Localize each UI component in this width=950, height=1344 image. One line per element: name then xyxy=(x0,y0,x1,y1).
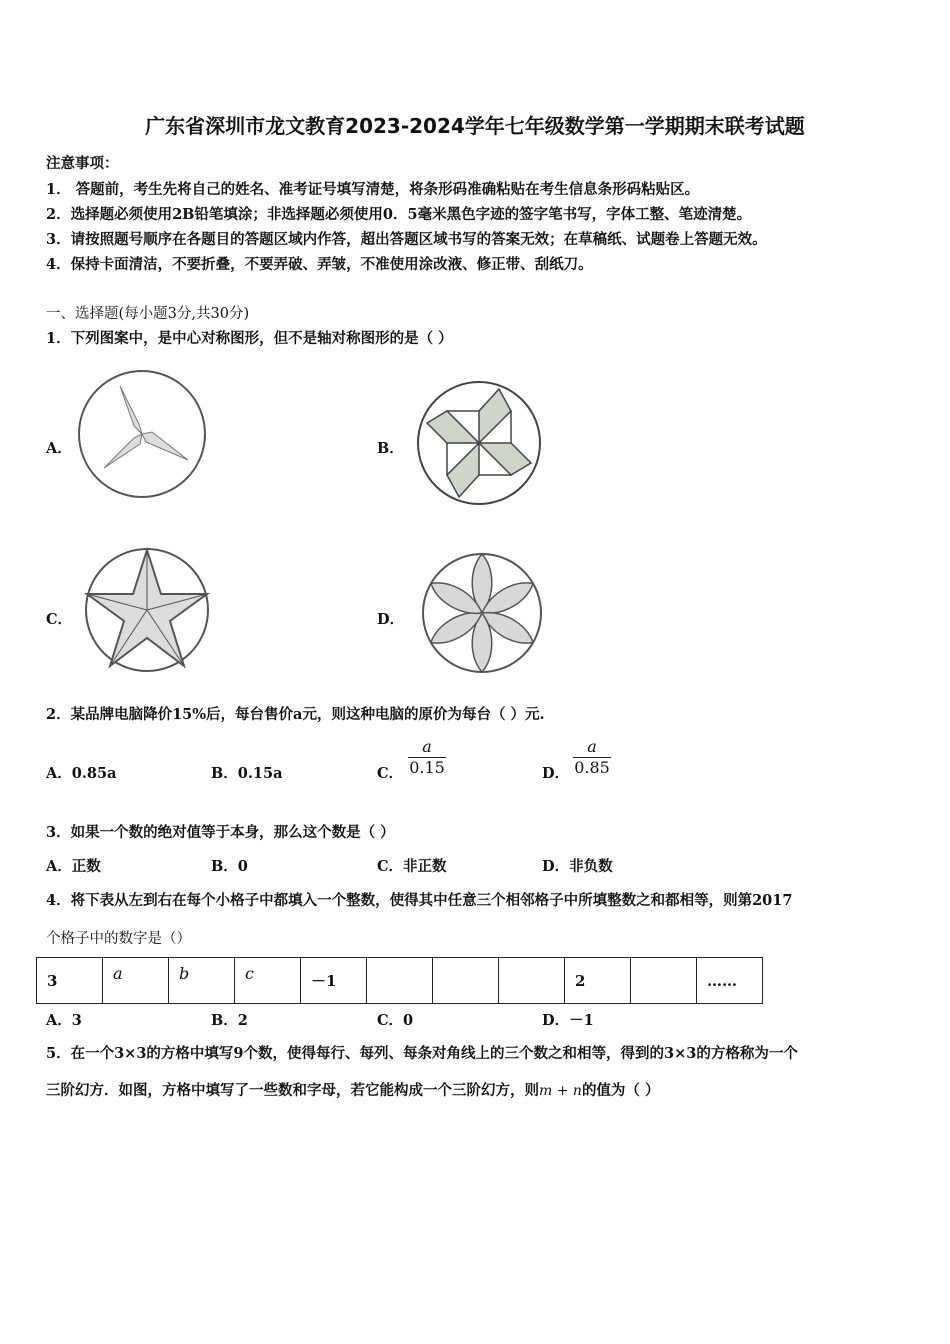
notice-item-2: 2．选择题必须使用2B铅笔填涂；非选择题必须使用0．5毫米黑色字迹的签字笔书写，字体工整、笔迹清楚。 xyxy=(46,206,752,223)
q4-number-strip xyxy=(36,957,763,1004)
q4-cell: c xyxy=(235,958,301,1004)
q2-option-b: B．0.15a xyxy=(211,765,283,782)
q5-stem-line-1: 5．在一个3×3的方格中填写9个数，使得每行、每列、每条对角线上的三个数之和相等，得到的3×3的方格称为一个 xyxy=(46,1045,798,1062)
q5-stem-text: 三阶幻方．如图，方格中填写了一些数和字母，若它能构成一个三阶幻方，则 xyxy=(46,1082,539,1099)
q4-option-b: B．2 xyxy=(211,1012,248,1029)
q2-option-d-denominator: 0.85 xyxy=(574,758,610,777)
q2-option-d-fraction xyxy=(571,737,613,778)
q5-stem-line-2 xyxy=(46,1079,660,1100)
notice-item-3: 3．请按照题号顺序在各题目的答题区域内作答，超出答题区域书写的答案无效；在草稿纸、试题卷上答题无效。 xyxy=(46,231,767,248)
q5-stem-text-end: 的值为（ ） xyxy=(581,1082,660,1099)
figure-a-three-point-star xyxy=(76,368,210,500)
q1-option-a-label: A． xyxy=(46,440,72,457)
q4-stem-line-2: 个格子中的数字是（） xyxy=(46,931,191,947)
figure-d-six-petal-flower xyxy=(420,552,544,674)
q3-option-b: B．0 xyxy=(211,858,248,875)
notice-item-4: 4．保持卡面清洁，不要折叠，不要弄破、弄皱，不准使用涂改液、修正带、刮纸刀。 xyxy=(46,256,593,273)
q1-option-b-label: B． xyxy=(377,440,404,457)
q4-stem-line-1: 4．将下表从左到右在每个小格子中都填入一个整数，使得其中任意三个相邻格子中所填整数之和都相等，则第2017 xyxy=(46,892,793,909)
q4-option-a: A．3 xyxy=(46,1012,82,1029)
q4-cell: …… xyxy=(697,958,763,1004)
q2-option-c-label: C． xyxy=(377,765,404,782)
q4-cell xyxy=(433,958,499,1004)
q4-cell: －1 xyxy=(301,958,367,1004)
q3-option-d: D．非负数 xyxy=(542,858,613,875)
q4-option-c: C．0 xyxy=(377,1012,414,1029)
notice-item-1: 1． 答题前，考生先将自己的姓名、准考证号填写清楚，将条形码准确粘贴在考生信息条形码粘贴区。 xyxy=(46,181,700,198)
q2-option-c-fraction xyxy=(406,737,448,778)
q3-stem: 3．如果一个数的绝对值等于本身，那么这个数是（ ） xyxy=(46,824,395,841)
q4-cell xyxy=(367,958,433,1004)
q2-option-c-denominator: 0.15 xyxy=(409,758,445,777)
q4-cell: b xyxy=(169,958,235,1004)
figure-b-pinwheel xyxy=(414,380,544,508)
q4-cell xyxy=(499,958,565,1004)
q4-cell: a xyxy=(103,958,169,1004)
q5-math-expression: m + n xyxy=(539,1083,582,1099)
q1-stem: 1．下列图案中，是中心对称图形，但不是轴对称图形的是（ ） xyxy=(46,330,453,347)
q2-option-c-numerator: a xyxy=(422,737,432,756)
q4-option-d: D．－1 xyxy=(542,1012,594,1029)
q1-option-d-label: D． xyxy=(377,611,405,628)
q4-cell xyxy=(631,958,697,1004)
notice-heading: 注意事项： xyxy=(46,155,119,172)
q2-option-d-numerator: a xyxy=(587,737,597,756)
q4-cell: 3 xyxy=(37,958,103,1004)
section-heading: 一、选择题(每小题3分,共30分) xyxy=(46,306,250,322)
page-title: 广东省深圳市龙文教育2023-2024学年七年级数学第一学期期末联考试题 xyxy=(145,114,805,138)
q3-option-a: A．正数 xyxy=(46,858,101,875)
q3-option-c: C．非正数 xyxy=(377,858,447,875)
q2-option-a: A．0.85a xyxy=(46,765,117,782)
figure-c-five-point-star xyxy=(82,546,212,674)
q2-option-d-label: D． xyxy=(542,765,570,782)
q2-stem: 2．某品牌电脑降价15%后，每台售价a元，则这种电脑的原价为每台（ ）元. xyxy=(46,706,545,723)
q1-option-c-label: C． xyxy=(46,611,73,628)
q4-cell: 2 xyxy=(565,958,631,1004)
